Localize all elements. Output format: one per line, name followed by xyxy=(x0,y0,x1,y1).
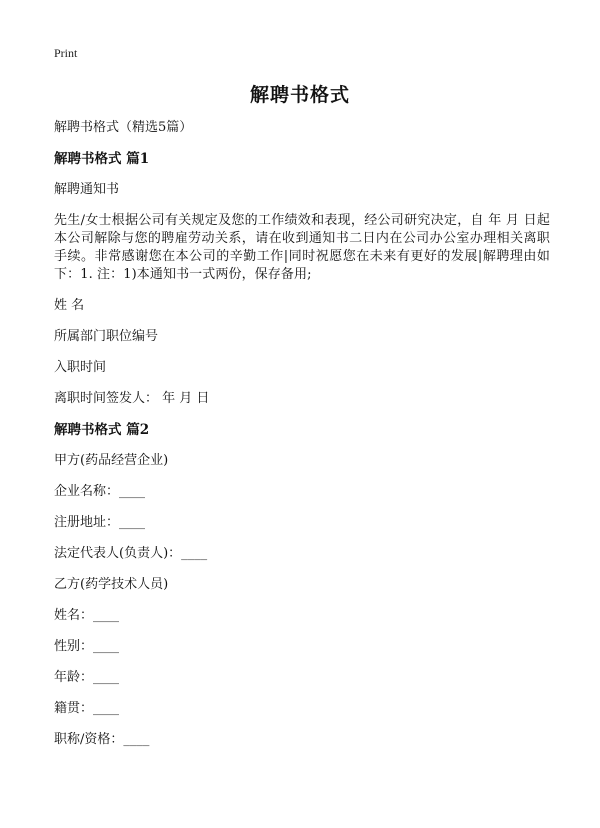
notice-body-text: 先生/女士根据公司有关规定及您的工作绩效和表现，经公司研究决定，自 年 月 日起本公司解除与您的聘雇劳动关系，请在收到通知书二日内在公司办公室办理相关离职手续。非常感谢您在本公司的辛勤工作|同时祝愿您在未来有更好的发展|解聘理由如下：1. 注：1)本通知书一式两份，保存备用; xyxy=(54,213,550,282)
blank-line: ____ xyxy=(123,732,150,747)
party-b-title: 乙方(药学技术人员) xyxy=(54,577,169,592)
field-label: 年龄： xyxy=(54,670,94,685)
document-body xyxy=(54,119,550,762)
field-label: 法定代表人(负责人)： xyxy=(54,546,182,561)
party-a-title: 甲方(药品经营企业) xyxy=(54,453,169,468)
section-2-heading: 解聘书格式 篇2 xyxy=(54,422,150,438)
field-label: 姓名： xyxy=(54,608,94,623)
section-1-heading: 解聘书格式 篇1 xyxy=(54,151,150,167)
party-a-legal-rep xyxy=(54,545,550,563)
party-a-address xyxy=(54,514,550,532)
document-title: 解聘书格式 xyxy=(249,84,350,106)
party-b-native-place xyxy=(54,700,550,718)
field-label: 性别： xyxy=(54,639,94,654)
party-b-gender xyxy=(54,638,550,656)
blank-line: ____ xyxy=(93,639,120,654)
blank-line: ____ xyxy=(93,608,120,623)
blank-line: ____ xyxy=(93,701,120,716)
field-hire-date: 入职时间 xyxy=(54,360,107,375)
notice-title: 解聘通知书 xyxy=(54,182,120,197)
document-subtitle: 解聘书格式（精选5篇） xyxy=(54,120,193,135)
party-a-company-name xyxy=(54,483,550,501)
party-b-age xyxy=(54,669,550,687)
blank-line: ____ xyxy=(119,484,146,499)
party-b-name xyxy=(54,607,550,625)
field-label: 职称/资格： xyxy=(54,732,124,747)
notice-body-paragraph xyxy=(54,212,550,284)
blank-line: ____ xyxy=(181,546,208,561)
party-b-qualification xyxy=(54,731,550,749)
field-label: 籍贯： xyxy=(54,701,94,716)
field-label: 注册地址： xyxy=(54,515,120,530)
print-link[interactable]: Print xyxy=(54,46,78,60)
field-department: 所属部门职位编号 xyxy=(54,329,159,344)
blank-line: ____ xyxy=(93,670,120,685)
field-name: 姓 名 xyxy=(54,298,85,313)
blank-line: ____ xyxy=(119,515,146,530)
field-label: 企业名称： xyxy=(54,484,120,499)
field-leave-date: 离职时间签发人： 年 月 日 xyxy=(54,391,210,406)
